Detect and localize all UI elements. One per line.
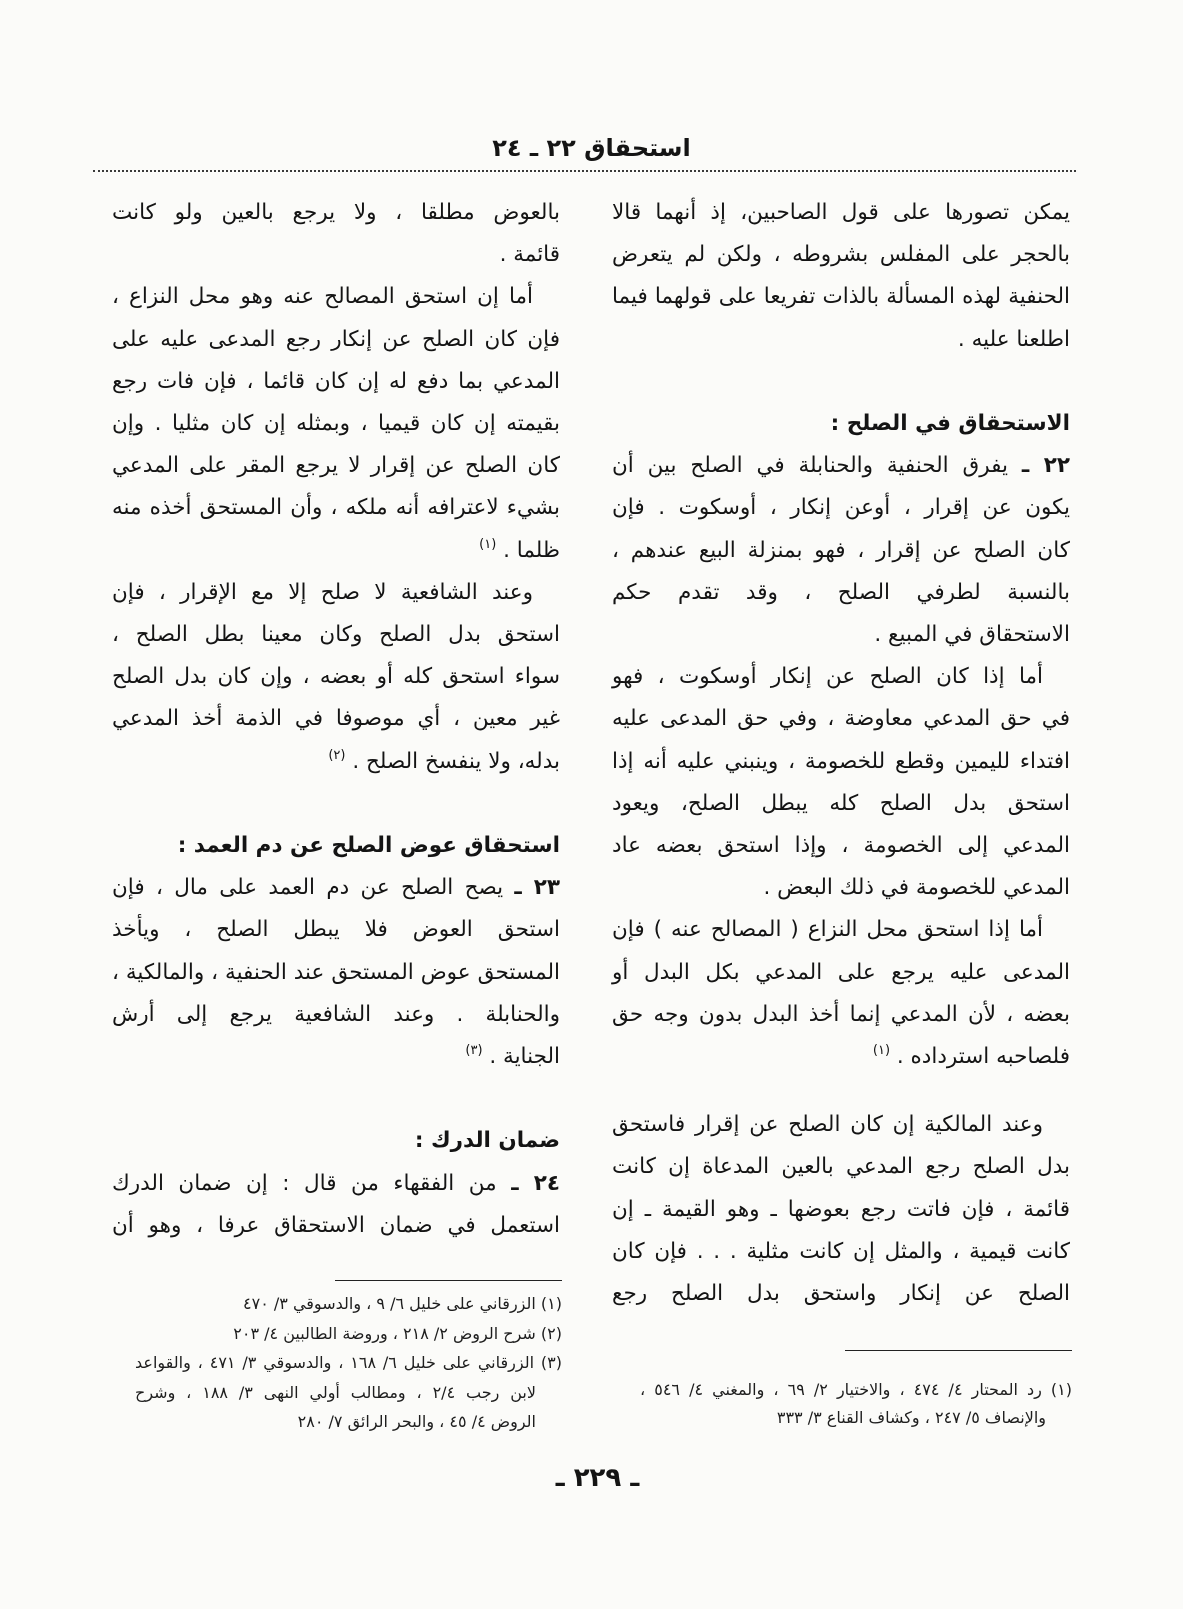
text-line: المدعي للخصومة في ذلك البعض .: [763, 875, 1070, 901]
text-line: قائمة ، فإن فاتت رجع بعوضها ـ وهو القيمة ـ إن: [612, 1196, 1070, 1222]
text-line: وعند الشافعية لا صلح إلا مع الإقرار ، فإن: [112, 579, 533, 605]
text-line: بالنسبة لطرفي الصلح ، وقد تقدم حكم: [612, 579, 1070, 605]
line-text: الجناية .: [489, 1044, 560, 1070]
line-text: فلصاحبه استرداده .: [896, 1044, 1070, 1070]
section-heading: استحقاق عوض الصلح عن دم العمد :: [177, 833, 560, 859]
left-column: [112, 192, 560, 1247]
footnote-line: (١) رد المحتار ٤/ ٤٧٤ ، والاختيار ٢/ ٦٩ ، والمغني ٤/ ٥٤٦ ،: [640, 1380, 1072, 1399]
numbered-line: [112, 867, 560, 909]
running-head: استحقاق ٢٢ ـ ٢٤: [492, 134, 691, 162]
text-line: سواء استحق كله أو بعضه ، وإن كان بدل الصلح: [112, 664, 560, 690]
text-line: أما إن استحق المصالح عنه وهو محل النزاع ،: [112, 284, 533, 310]
text-line-with-ref: [612, 1036, 1070, 1078]
text-line: كانت قيمية ، والمثل إن كانت مثلية . . . فإن كان: [612, 1238, 1070, 1264]
text-line-with-ref: [112, 530, 560, 572]
text-line: افتداء لليمين وقطع للخصومة ، وينبني عليه أنه إذا: [612, 748, 1070, 774]
section-number: ٢٢ ـ: [1021, 453, 1070, 479]
footnote-ref: (٣): [465, 1043, 483, 1059]
blank-line: [112, 1078, 560, 1120]
text-line: والحنابلة . وعند الشافعية يرجع إلى أرش: [112, 1001, 560, 1027]
text-line: بشيء لاعترافه أنه ملكه ، وأن المستحق أخذه منه: [112, 495, 560, 521]
footnote-rule: [845, 1350, 1072, 1351]
text-line: أما إذا استحق محل النزاع ( المصالح عنه ) فإن: [612, 917, 1043, 943]
footnote-line: (٢) شرح الروض ٢/ ٢١٨ ، وروضة الطالبين ٤/ ٢٠٣: [233, 1323, 562, 1343]
numbered-line: [612, 445, 1070, 487]
line-text: من الفقهاء من قال : إن ضمان الدرك: [112, 1170, 497, 1196]
text-line: بدل الصلح رجع المدعي بالعين المدعاة إن كانت: [612, 1154, 1070, 1180]
text-line-with-ref: [112, 1036, 560, 1078]
text-line: غير معين ، أي موصوفا في الذمة أخذ المدعي: [112, 706, 560, 732]
footnote-line: والإنصاف ٥/ ٢٤٧ ، وكشاف القناع ٣/ ٣٣٣: [776, 1408, 1046, 1427]
text-line: بالعوض مطلقا ، ولا يرجع بالعين ولو كانت: [112, 200, 560, 225]
right-column: [612, 192, 1070, 1315]
text-line: الاستحقاق في المبيع .: [874, 622, 1070, 648]
line-text: بدله، ولا ينفسخ الصلح .: [352, 748, 560, 774]
text-line: المستحق عوض المستحق عند الحنفية ، والمالكية ،: [112, 959, 560, 985]
numbered-line: [112, 1163, 560, 1205]
footnote-ref: (١): [872, 1043, 891, 1059]
blank-line: [112, 783, 560, 825]
text-line: استحق بدل الصلح وكان معينا بطل الصلح ،: [112, 622, 560, 648]
text-line: المدعي إلى الخصومة ، وإذا استحق بعضه عاد: [612, 833, 1070, 859]
text-line: قائمة .: [499, 242, 560, 268]
footnote-ref: (١): [479, 536, 497, 552]
footnote-line: لابن رجب ٢/٤ ، ومطالب أولي النهى ٣/ ١٨٨ ، وشرح: [135, 1382, 537, 1402]
section-heading: الاستحقاق في الصلح :: [830, 411, 1070, 436]
section-number: ٢٤ ـ: [511, 1170, 560, 1196]
text-line: بعضه ، لأن المدعي إنما أخذ البدل بدون وجه حق: [612, 1001, 1070, 1027]
left-footnotes: [135, 1289, 562, 1437]
footnote-ref: (٢): [328, 747, 346, 763]
footnote-line: الروض ٤/ ٤٥ ، والبحر الرائق ٧/ ٢٨٠: [297, 1412, 536, 1431]
text-line: استعمل في ضمان الاستحقاق عرفا ، وهو أن: [112, 1212, 560, 1238]
line-text: يصح الصلح عن دم العمد على مال ، فإن: [112, 875, 504, 901]
section-number: ٢٣ ـ: [514, 875, 560, 901]
text-line: يكون عن إقرار ، أوعن إنكار ، أوسكوت . فإن: [612, 495, 1070, 521]
section-heading: ضمان الدرك :: [414, 1128, 560, 1154]
blank-line: [612, 361, 1070, 403]
page-number: ـ ٢٢٩ ـ: [555, 1463, 640, 1493]
text-line: المدعى عليه يرجع على المدعي بكل البدل أو: [612, 959, 1070, 985]
right-footnotes: [640, 1376, 1072, 1432]
text-line-with-ref: [112, 741, 560, 783]
text-line: في حق المدعي معاوضة ، وفي حق المدعى عليه: [612, 706, 1070, 732]
text-line: بالحجر على المفلس بشروطه ، ولكن لم يتعرض: [612, 242, 1070, 268]
text-line: اطلعنا عليه .: [957, 326, 1070, 352]
text-line: وعند المالكية إن كان الصلح عن إقرار فاستحق: [612, 1112, 1043, 1138]
paragraph-gap: [612, 1078, 1070, 1104]
header-dotted-rule: [93, 170, 1076, 172]
footnote-line: (٣) الزرقاني على خليل ٦/ ١٦٨ ، والدسوقي ٣/ ٤٧١ ، والقواعد: [135, 1353, 562, 1372]
footnote-rule: [335, 1280, 562, 1281]
text-line: فإن كان الصلح عن إنكار رجع المدعى عليه على: [112, 326, 560, 352]
line-text: ظلما .: [503, 537, 560, 563]
text-line: استحق العوض فلا يبطل الصلح ، ويأخذ: [112, 917, 560, 943]
text-line: بقيمته إن كان قيميا ، وبمثله إن كان مثليا . وإن: [112, 411, 560, 437]
footnote-line: (١) الزرقاني على خليل ٦/ ٩ ، والدسوقي ٣/ ٤٧٠: [243, 1294, 562, 1313]
line-text: يفرق الحنفية والحنابلة في الصلح بين أن: [612, 453, 1008, 479]
text-line: المدعي بما دفع له إن كان قائما ، فإن فات رجع: [112, 368, 560, 394]
text-line: أما إذا كان الصلح عن إنكار أوسكوت ، فهو: [612, 664, 1043, 690]
text-line: الحنفية لهذه المسألة بالذات تفريعا على قولهما فيما: [612, 284, 1070, 310]
text-line: استحق بدل الصلح كله يبطل الصلح، ويعود: [612, 790, 1070, 816]
text-line: يمكن تصورها على قول الصاحبين، إذ أنهما قالا: [612, 200, 1070, 225]
text-line: كان الصلح عن إقرار لا يرجع المقر على المدعي: [112, 453, 560, 479]
text-line: الصلح عن إنكار واستحق بدل الصلح رجع: [612, 1281, 1070, 1307]
text-line: كان الصلح عن إقرار ، فهو بمنزلة البيع عندهم ،: [612, 537, 1070, 563]
